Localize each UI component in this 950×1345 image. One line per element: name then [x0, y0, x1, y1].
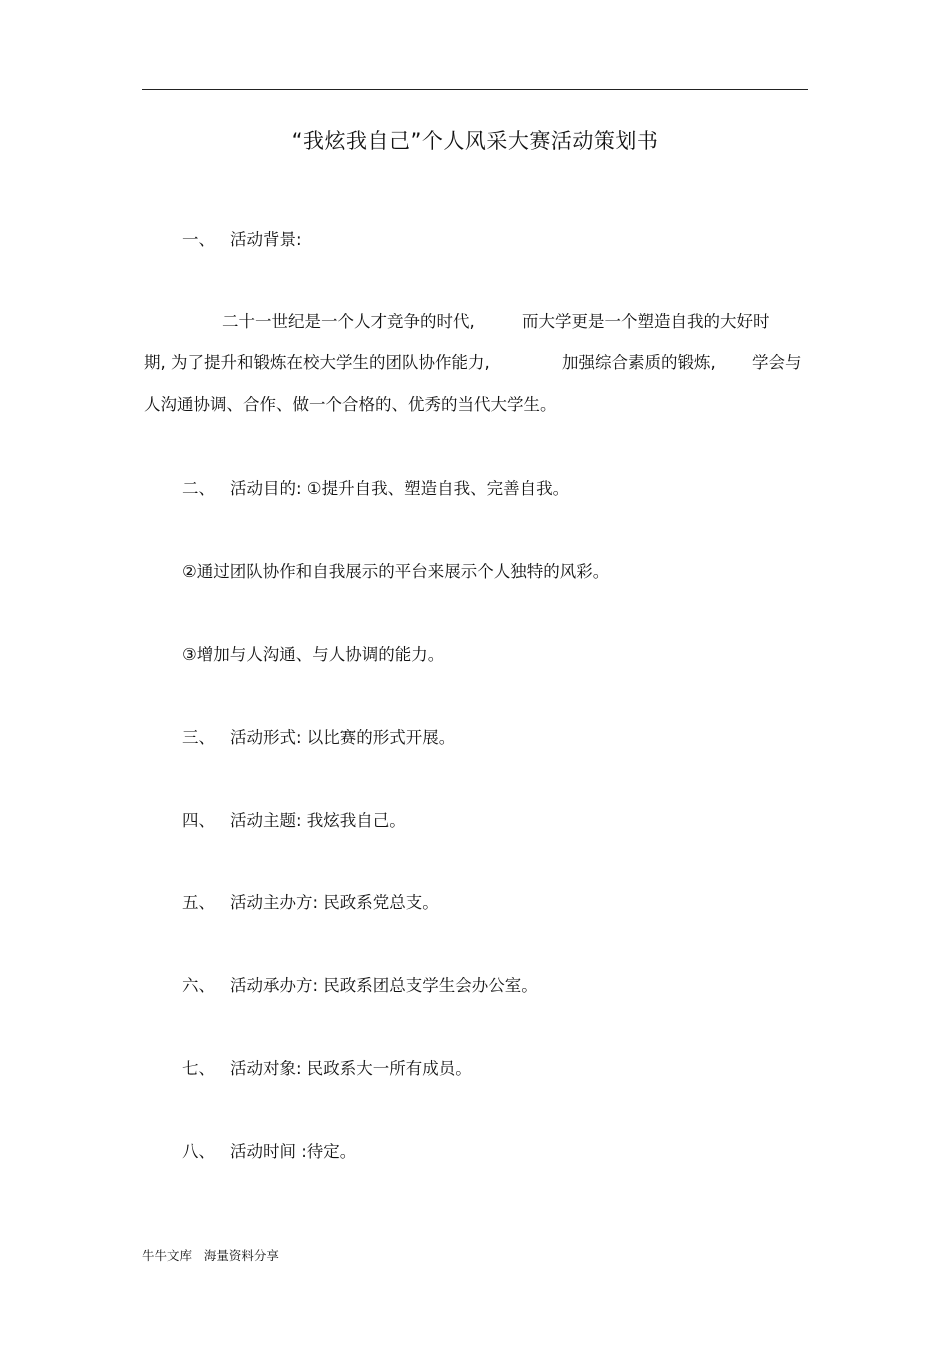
section-5-number: 五、: [182, 893, 215, 912]
background-line-2c: 学会与: [752, 353, 802, 372]
background-line-3: 人沟通协调、合作、做一个合格的、优秀的当代大学生。: [144, 395, 557, 414]
section-7-text: 活动对象: 民政系大一所有成员。: [230, 1059, 472, 1078]
section-8-number: 八、: [182, 1142, 215, 1161]
purpose-item-2: ②通过团队协作和自我展示的平台来展示个人独特的风彩。: [182, 562, 610, 581]
section-4-text: 活动主题: 我炫我自己。: [230, 811, 406, 830]
section-3-number: 三、: [182, 728, 215, 747]
section-2-number: 二、: [182, 479, 215, 498]
section-3-text: 活动形式: 以比赛的形式开展。: [230, 728, 456, 747]
section-2-text: 活动目的: ①提升自我、塑造自我、完善自我。: [230, 479, 570, 498]
section-6-number: 六、: [182, 976, 215, 995]
section-6-text: 活动承办方: 民政系团总支学生会办公室。: [230, 976, 538, 995]
section-4-number: 四、: [182, 811, 215, 830]
purpose-item-3: ③增加与人沟通、与人协调的能力。: [182, 645, 445, 664]
page-footer: 牛牛文库 海量资料分享: [142, 1248, 279, 1263]
section-8-text: 活动时间 :待定。: [230, 1142, 357, 1161]
background-line-1a: 二十一世纪是一个人才竞争的时代,: [222, 312, 475, 331]
section-5-text: 活动主办方: 民政系党总支。: [230, 893, 439, 912]
top-rule: [142, 89, 808, 90]
section-1-number: 一、: [182, 230, 215, 249]
section-7-number: 七、: [182, 1059, 215, 1078]
document-title: “我炫我自己”个人风采大赛活动策划书: [291, 129, 659, 153]
section-1-text: 活动背景:: [230, 230, 302, 249]
background-line-2a: 期, 为了提升和锻炼在校大学生的团队协作能力,: [144, 353, 490, 372]
background-line-2b: 加强综合素质的锻炼,: [562, 353, 716, 372]
background-line-1b: 而大学更是一个塑造自我的大好时: [522, 312, 770, 331]
